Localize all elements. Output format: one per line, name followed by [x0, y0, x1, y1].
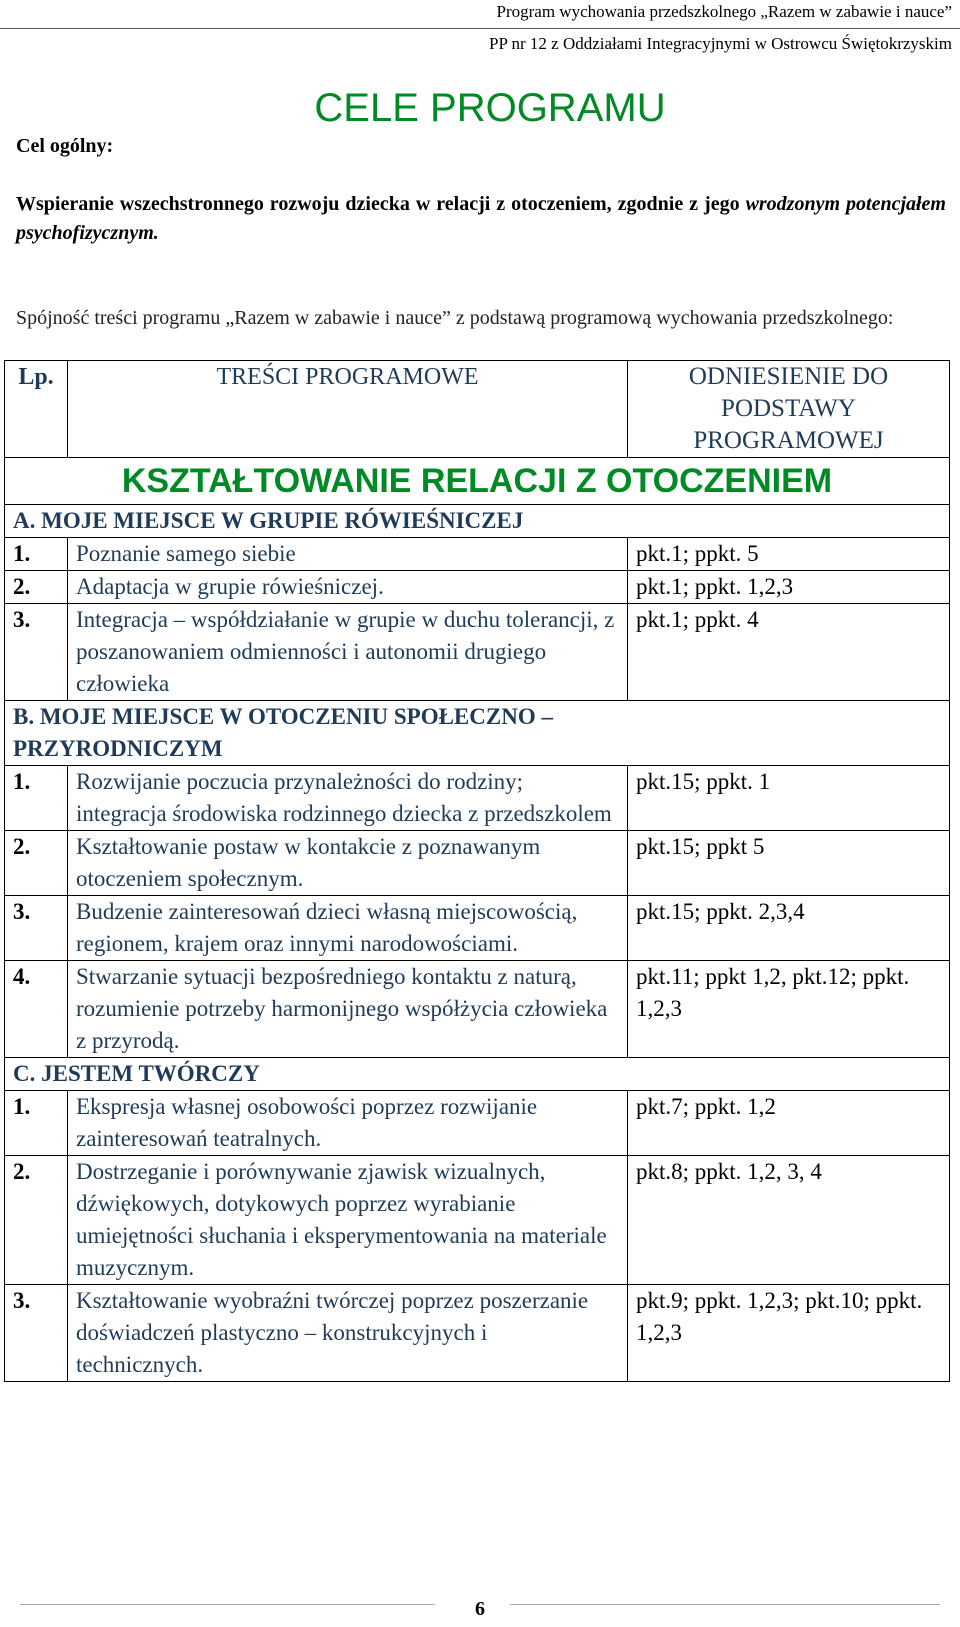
section-title: KSZTAŁTOWANIE RELACJI Z OTOCZENIEM: [5, 458, 950, 505]
goal-text: Wspieranie wszechstronnego rozwoju dziecka w relacji z otoczeniem, zgodnie z jego: [16, 193, 746, 215]
row-reference: pkt.11; ppkt 1,2, pkt.12; ppkt. 1,2,3: [628, 961, 950, 1058]
group-row: [5, 505, 950, 538]
group-title: A. MOJE MIEJSCE W GRUPIE RÓWIEŚNICZEJ: [5, 505, 950, 538]
row-content: Kształtowanie postaw w kontakcie z poznawanym otoczeniem społecznym.: [68, 831, 628, 896]
goal-text-italic: wrodzonym potencjałem psychofizycznym.: [16, 193, 946, 244]
page-number: 6: [475, 1598, 485, 1620]
row-reference: pkt.1; ppkt. 4: [628, 604, 950, 701]
row-reference: pkt.1; ppkt. 5: [628, 538, 950, 571]
table-row: [5, 1091, 950, 1156]
header-institution: PP nr 12 z Oddziałami Integracyjnymi w Ostrowcu Świętokrzyskim: [488, 34, 952, 53]
row-number: 3.: [5, 896, 68, 961]
header-rule: [0, 28, 960, 29]
row-content: Adaptacja w grupie rówieśniczej.: [68, 571, 628, 604]
row-content: Dostrzeganie i porównywanie zjawisk wizualnych, dźwiękowych, dotykowych poprzez wyrabianie umiejętności słuchania i eksperymentowania na materiale muzycznym.: [68, 1156, 628, 1285]
row-number: 2.: [5, 571, 68, 604]
table-row: [5, 896, 950, 961]
group-title: B. MOJE MIEJSCE W OTOCZENIU SPOŁECZNO – PRZYRODNICZYM: [5, 701, 950, 766]
table-header-row: [5, 361, 950, 458]
row-reference: pkt.15; ppkt 5: [628, 831, 950, 896]
goal-label: Cel ogólny:: [16, 135, 114, 157]
table-row: [5, 1156, 950, 1285]
row-reference: pkt.1; ppkt. 1,2,3: [628, 571, 950, 604]
row-content: Poznanie samego siebie: [68, 538, 628, 571]
table-row: [5, 831, 950, 896]
header-program-title: Program wychowania przedszkolnego „Razem w zabawie i nauce”: [496, 2, 952, 21]
row-number: 2.: [5, 1156, 68, 1285]
row-number: 1.: [5, 766, 68, 831]
group-row: [5, 1058, 950, 1091]
table-row: [5, 961, 950, 1058]
row-content: Ekspresja własnej osobowości poprzez rozwijanie zainteresowań teatralnych.: [68, 1091, 628, 1156]
intro-paragraph: Spójność treści programu „Razem w zabawie i nauce” z podstawą programową wychowania przedszkolnego:: [16, 307, 894, 329]
table-row: [5, 571, 950, 604]
row-content: Budzenie zainteresowań dzieci własną miejscowością, regionem, krajem oraz innymi narodowościami.: [68, 896, 628, 961]
page-title: CELE PROGRAMU: [314, 86, 666, 130]
row-number: 1.: [5, 538, 68, 571]
row-reference: pkt.7; ppkt. 1,2: [628, 1091, 950, 1156]
row-reference: pkt.15; ppkt. 2,3,4: [628, 896, 950, 961]
table-row: [5, 1285, 950, 1382]
row-number: 3.: [5, 1285, 68, 1382]
header-content: TREŚCI PROGRAMOWE: [68, 361, 628, 458]
group-row: [5, 701, 950, 766]
row-reference: pkt.15; ppkt. 1: [628, 766, 950, 831]
row-number: 4.: [5, 961, 68, 1058]
row-content: Integracja – współdziałanie w grupie w duchu tolerancji, z poszanowaniem odmienności i autonomii drugiego człowieka: [68, 604, 628, 701]
header-reference: ODNIESIENIE DO PODSTAWY PROGRAMOWEJ: [628, 361, 950, 458]
row-number: 1.: [5, 1091, 68, 1156]
general-goal: [16, 190, 946, 248]
row-number: 2.: [5, 831, 68, 896]
row-reference: pkt.8; ppkt. 1,2, 3, 4: [628, 1156, 950, 1285]
header-lp: Lp.: [5, 361, 68, 458]
row-content: Stwarzanie sytuacji bezpośredniego kontaktu z naturą, rozumienie potrzeby harmonijnego współżycia człowieka z przyrodą.: [68, 961, 628, 1058]
table-row: [5, 766, 950, 831]
row-reference: pkt.9; ppkt. 1,2,3; pkt.10; ppkt. 1,2,3: [628, 1285, 950, 1382]
row-content: Kształtowanie wyobraźni twórczej poprzez poszerzanie doświadczeń plastyczno – konstrukcyjnych i technicznych.: [68, 1285, 628, 1382]
row-number: 3.: [5, 604, 68, 701]
group-title: C. JESTEM TWÓRCZY: [5, 1058, 950, 1091]
footer-rule-right: [510, 1604, 940, 1605]
table-row: [5, 538, 950, 571]
program-table: [4, 360, 950, 1382]
table-row: [5, 604, 950, 701]
section-row: [5, 458, 950, 505]
row-content: Rozwijanie poczucia przynależności do rodziny; integracja środowiska rodzinnego dziecka z przedszkolem: [68, 766, 628, 831]
